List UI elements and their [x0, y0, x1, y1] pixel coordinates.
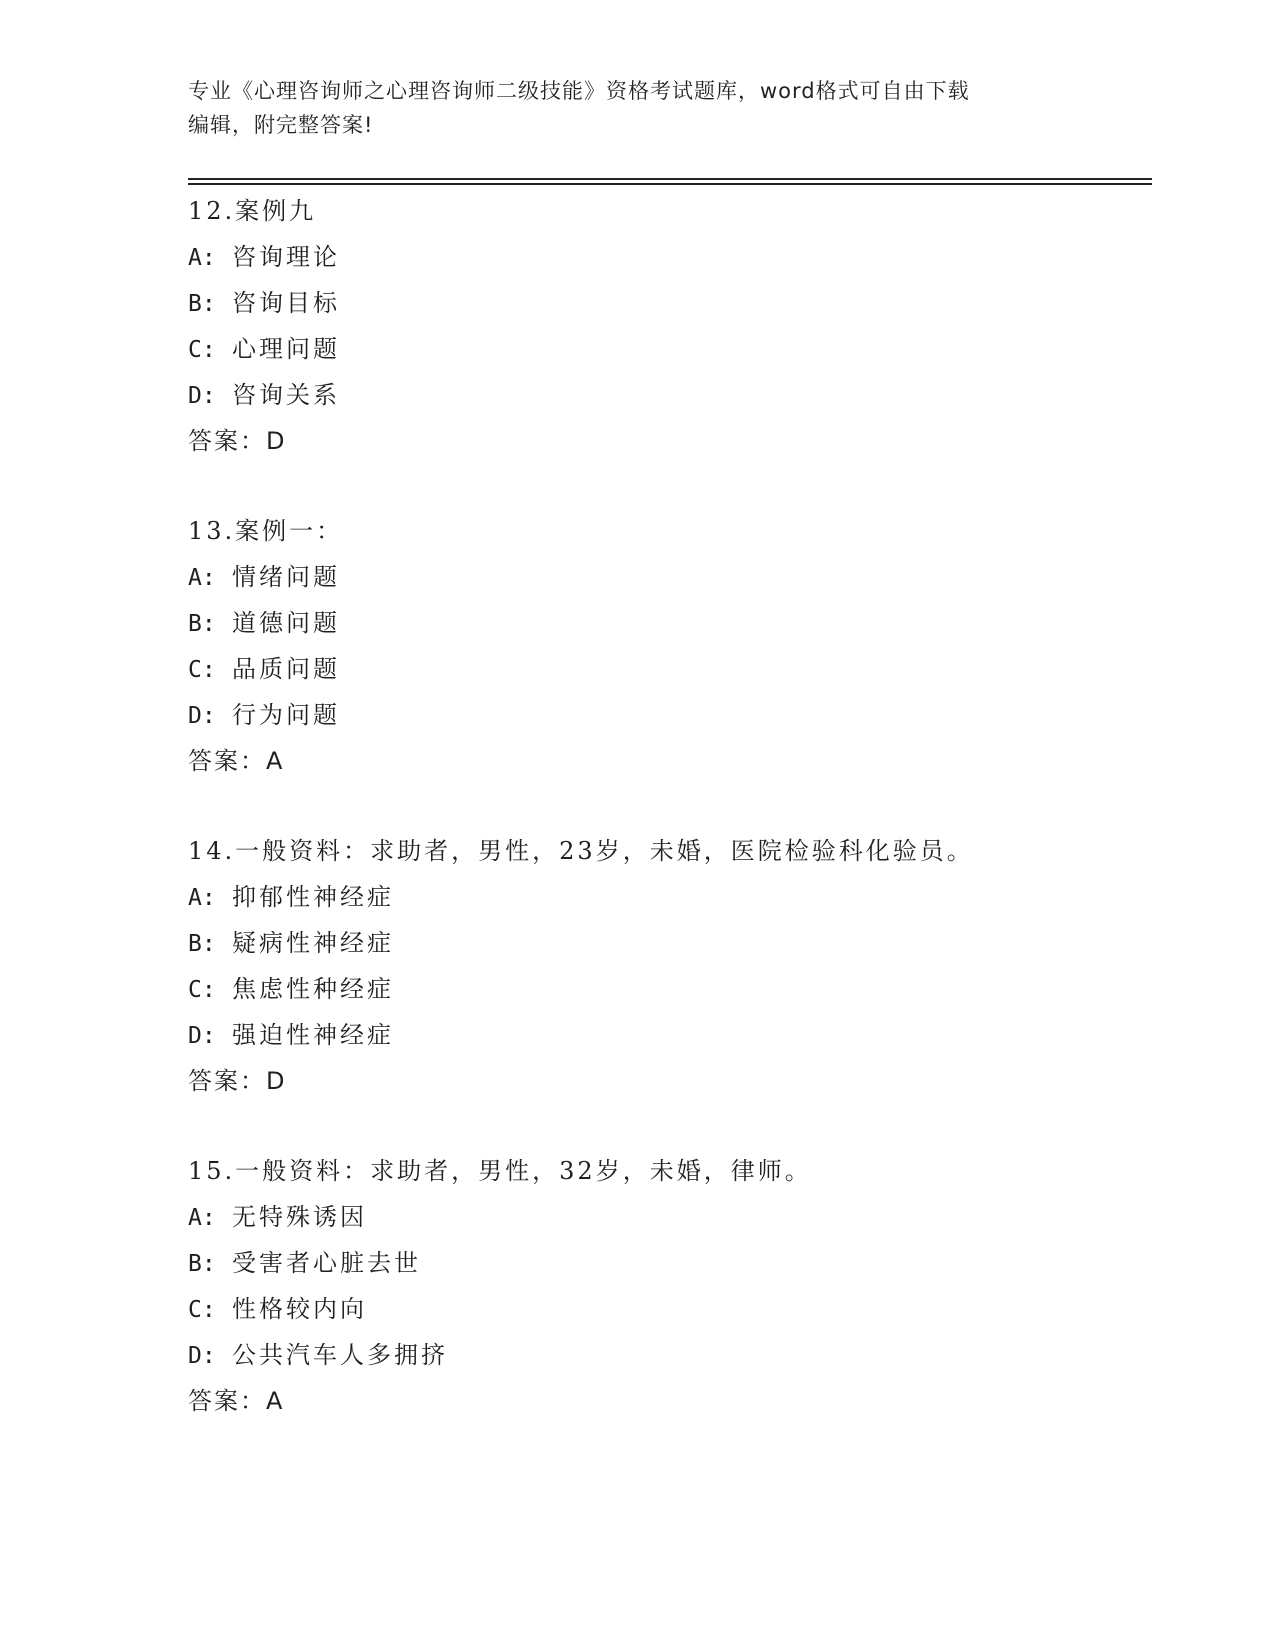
- option-text: 心理问题: [232, 335, 340, 363]
- header-divider-top: [188, 178, 1152, 180]
- header-divider-bottom: [188, 183, 1152, 185]
- document-header: [188, 74, 1088, 142]
- option-d: [188, 692, 1148, 738]
- question-block: [188, 188, 1148, 464]
- option-letter: A:: [188, 1205, 216, 1231]
- option-text: 品质问题: [232, 655, 340, 683]
- question-block: [188, 1148, 1148, 1424]
- option-text: 疑病性神经症: [232, 929, 394, 957]
- option-c: [188, 646, 1148, 692]
- option-letter: A:: [188, 245, 216, 271]
- option-b: [188, 600, 1148, 646]
- option-b: [188, 920, 1148, 966]
- option-letter: C:: [188, 337, 216, 363]
- answer-line: 答案：A: [188, 1387, 285, 1415]
- option-text: 咨询关系: [232, 381, 340, 409]
- option-text: 情绪问题: [232, 563, 340, 591]
- answer-line: 答案：A: [188, 747, 285, 775]
- option-a: [188, 234, 1148, 280]
- header-line-1: 专业《心理咨询师之心理咨询师二级技能》资格考试题库，word格式可自由下载: [188, 79, 970, 103]
- option-letter: A:: [188, 565, 216, 591]
- option-text: 强迫性神经症: [232, 1021, 394, 1049]
- option-letter: B:: [188, 931, 216, 957]
- question-title: 14.一般资料：求助者，男性，23岁，未婚，医院检验科化验员。: [188, 837, 974, 865]
- header-line-2: 编辑，附完整答案!: [188, 113, 374, 137]
- option-a: [188, 1194, 1148, 1240]
- option-letter: B:: [188, 611, 216, 637]
- question-title: 13.案例一：: [188, 517, 344, 545]
- option-b: [188, 1240, 1148, 1286]
- option-text: 抑郁性神经症: [232, 883, 394, 911]
- question-title: 15.一般资料：求助者，男性，32岁，未婚，律师。: [188, 1157, 812, 1185]
- option-letter: B:: [188, 1251, 216, 1277]
- option-text: 受害者心脏去世: [232, 1249, 421, 1277]
- option-letter: D:: [188, 703, 216, 729]
- option-letter: D:: [188, 1023, 216, 1049]
- option-letter: D:: [188, 1343, 216, 1369]
- option-letter: D:: [188, 383, 216, 409]
- option-a: [188, 554, 1148, 600]
- option-d: [188, 1012, 1148, 1058]
- answer-line: 答案：D: [188, 1067, 287, 1095]
- question-block: [188, 508, 1148, 784]
- option-text: 性格较内向: [232, 1295, 367, 1323]
- option-text: 无特殊诱因: [232, 1203, 367, 1231]
- option-d: [188, 1332, 1148, 1378]
- option-c: [188, 966, 1148, 1012]
- option-text: 焦虑性种经症: [232, 975, 394, 1003]
- option-text: 道德问题: [232, 609, 340, 637]
- question-title: 12.案例九: [188, 197, 317, 225]
- option-text: 公共汽车人多拥挤: [232, 1341, 448, 1369]
- option-c: [188, 326, 1148, 372]
- option-letter: B:: [188, 291, 216, 317]
- option-text: 行为问题: [232, 701, 340, 729]
- option-letter: C:: [188, 657, 216, 683]
- option-b: [188, 280, 1148, 326]
- option-letter: C:: [188, 977, 216, 1003]
- option-letter: A:: [188, 885, 216, 911]
- option-c: [188, 1286, 1148, 1332]
- option-d: [188, 372, 1148, 418]
- option-text: 咨询理论: [232, 243, 340, 271]
- answer-line: 答案：D: [188, 427, 287, 455]
- option-a: [188, 874, 1148, 920]
- option-letter: C:: [188, 1297, 216, 1323]
- question-block: [188, 828, 1148, 1104]
- option-text: 咨询目标: [232, 289, 340, 317]
